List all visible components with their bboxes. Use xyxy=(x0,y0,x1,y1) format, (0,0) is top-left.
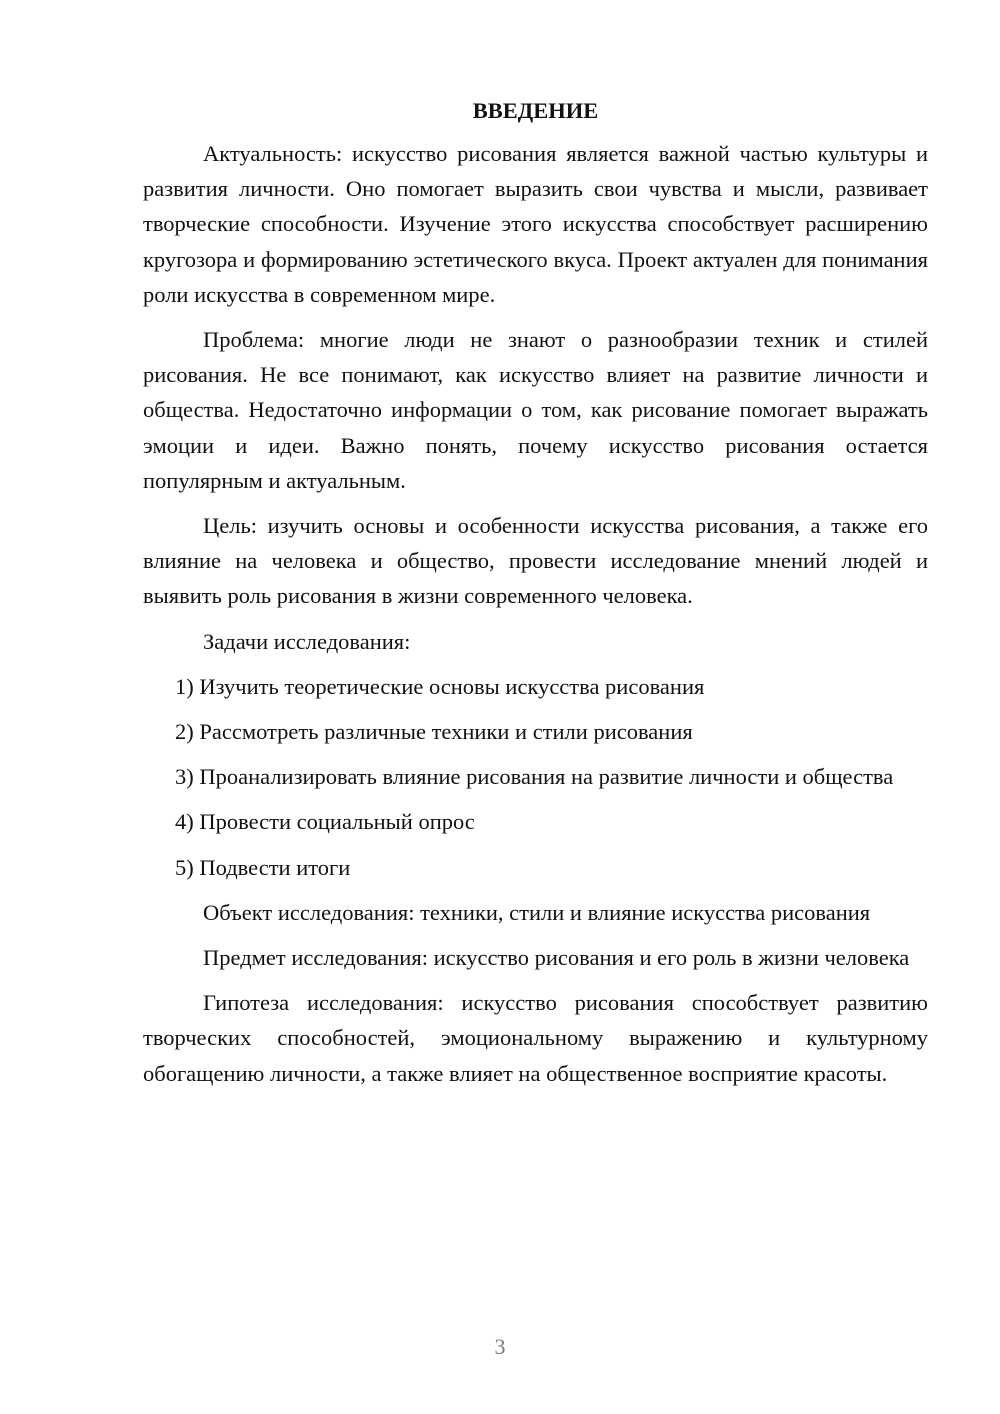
task-item-1: 1) Изучить теоретические основы искусства рисования xyxy=(175,673,705,699)
page-number: 3 xyxy=(494,1334,506,1359)
subject-paragraph: Предмет исследования: искусство рисования и его роль в жизни человека xyxy=(203,945,910,971)
hypothesis-paragraph: Гипотеза исследования: искусство рисования способствует развитию творческих способностей, эмоциональному выражению и культурному обогащению личности, а также влияет на общественное восприятие красоты. xyxy=(143,990,928,1086)
relevance-paragraph: Актуальность: искусство рисования является важной частью культуры и развития личности. Оно помогает выразить свои чувства и мысли, развивает творческие способности. Изучение этого искусства способствует расширению кругозора и формированию эстетического вкуса. Проект актуален для понимания роли искусства в современном мире. xyxy=(143,141,928,307)
task-item-5: 5) Подвести итоги xyxy=(175,854,351,880)
tasks-heading: Задачи исследования: xyxy=(203,628,411,654)
task-item-2: 2) Рассмотреть различные техники и стили рисования xyxy=(175,719,693,745)
task-item-3: 3) Проанализировать влияние рисования на развитие личности и общества xyxy=(175,764,894,790)
goal-paragraph: Цель: изучить основы и особенности искусства рисования, а также его влияние на человека и общество, провести исследование мнений людей и выявить роль рисования в жизни современного человека. xyxy=(143,513,928,609)
problem-paragraph: Проблема: многие люди не знают о разнообразии техник и стилей рисования. Не все понимают, как искусство влияет на развитие личности и общества. Недостаточно информации о том, как рисование помогает выражать эмоции и идеи. Важно понять, почему искусство рисования остается популярным и актуальным. xyxy=(143,327,928,493)
object-paragraph: Объект исследования: техники, стили и влияние искусства рисования xyxy=(203,899,871,925)
section-title: ВВЕДЕНИЕ xyxy=(472,98,599,123)
task-item-4: 4) Провести социальный опрос xyxy=(175,809,475,835)
page-content xyxy=(143,95,928,1101)
